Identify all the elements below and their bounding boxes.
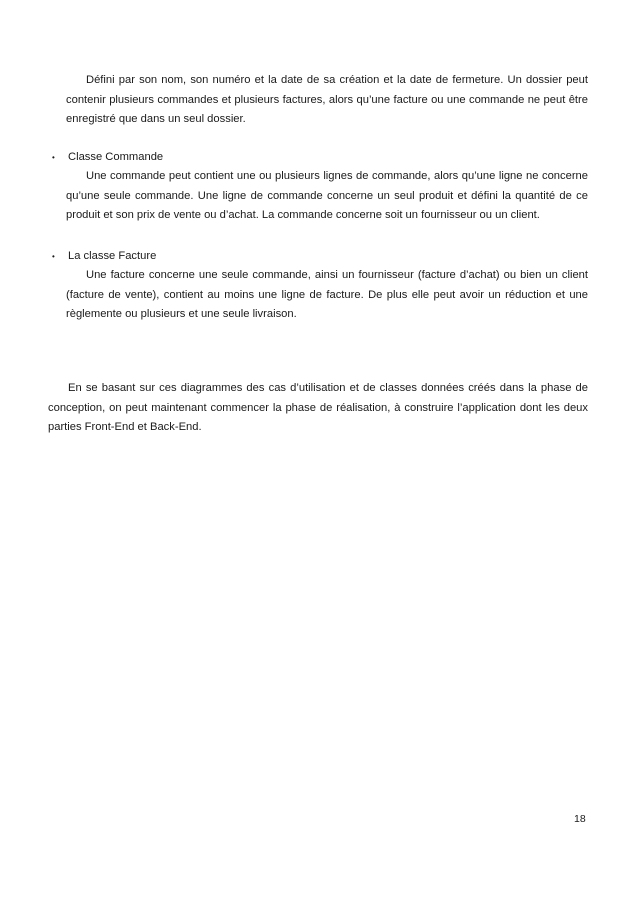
bullet-marker-commande: •	[52, 153, 55, 162]
bullet-marker-facture: •	[52, 252, 55, 261]
conclusion-paragraph: En se basant sur ces diagrammes des cas d’utilisation et de classes données créés dans la phase de conception, on peut maintenant commencer la phase de réalisation, à construire l’application dont les deux parties Front-End et Back-End.	[48, 382, 588, 433]
section-title-facture: La classe Facture	[68, 250, 157, 262]
section-text-facture: Une facture concerne une seule commande, ainsi un fournisseur (facture d’achat) ou bien un client (facture de vente), contient au moins une ligne de facture. De plus elle peut avoir un réduction et une règlemente ou plusieurs et une seule livraison.	[66, 269, 588, 320]
section-title-commande: Classe Commande	[68, 151, 164, 163]
page-number: 18	[574, 813, 586, 825]
intro-paragraph: Défini par son nom, son numéro et la date de sa création et la date de fermeture. Un dossier peut contenir plusieurs commandes et plusieurs factures, alors qu’une facture ou une commande ne peut être enregistré que dans un seul dossier.	[66, 74, 588, 125]
section-text-commande: Une commande peut contient une ou plusieurs lignes de commande, alors qu’une ligne ne concerne qu’une seule commande. Une ligne de commande concerne un seul produit et défini la quantité de ce produit et son prix de vente ou d’achat. La commande concerne soit un fournisseur ou un client.	[66, 170, 588, 221]
